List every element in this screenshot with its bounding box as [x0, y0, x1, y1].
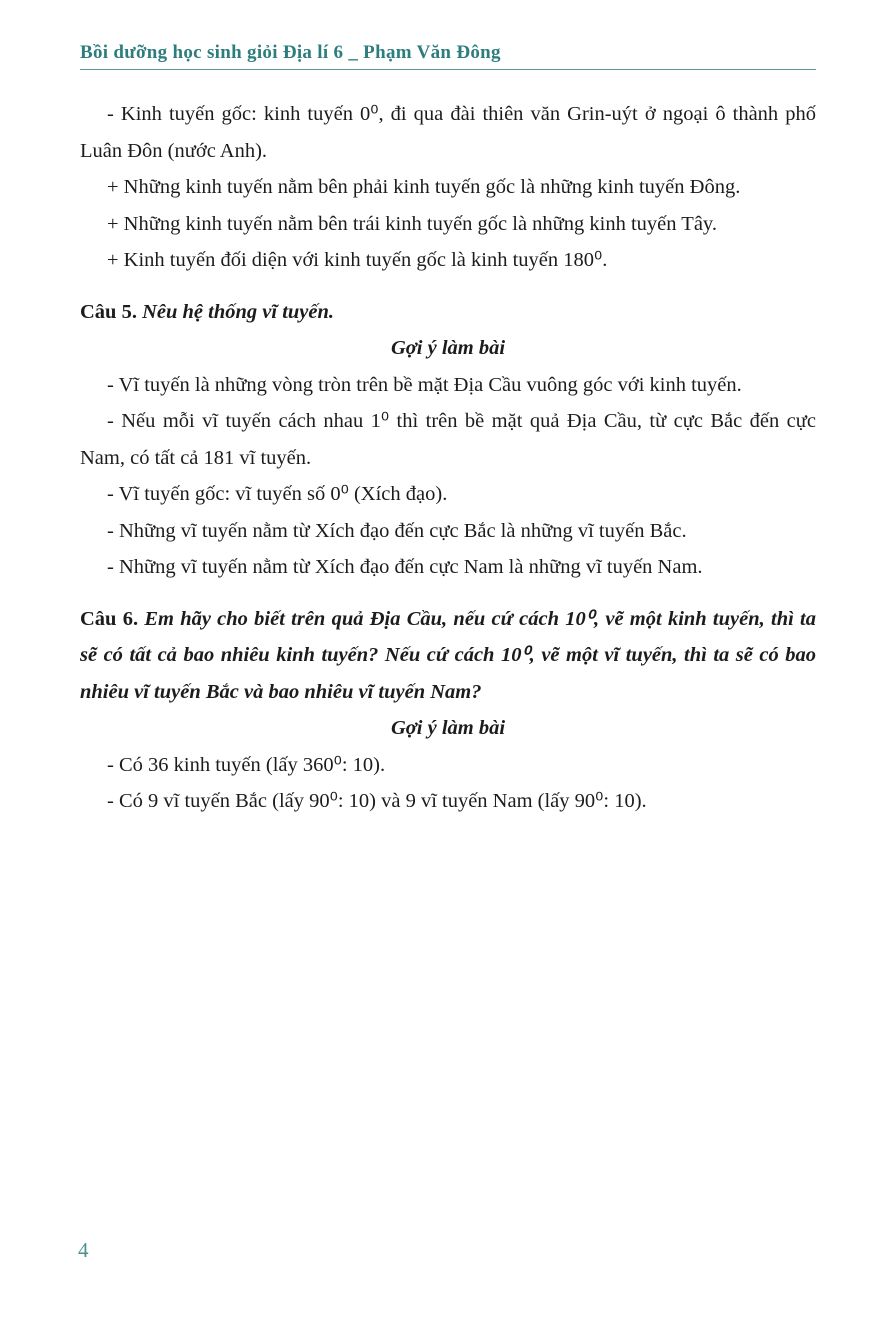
paragraph-east-meridians: + Những kinh tuyến nằm bên phải kinh tuyến gốc là những kinh tuyến Đông. [107, 176, 741, 198]
answer-line: - Những vĩ tuyến nằm từ Xích đạo đến cực Nam là những vĩ tuyến Nam. [107, 556, 703, 578]
answer-line: - Có 9 vĩ tuyến Bắc (lấy 90⁰: 10) và 9 vĩ tuyến Nam (lấy 90⁰: 10). [107, 790, 647, 812]
paragraph-west-meridians: + Những kinh tuyến nằm bên trái kinh tuyến gốc là những kinh tuyến Tây. [107, 212, 717, 235]
question-5-label: Câu 5. [80, 300, 137, 323]
page-number: 4 [78, 1238, 89, 1262]
question-6-label: Câu 6. [80, 607, 139, 630]
paragraph-180-meridian: + Kinh tuyến đối diện với kinh tuyến gốc là kinh tuyến 180⁰. [107, 249, 608, 271]
question-5-hint-heading: Gợi ý làm bài [390, 337, 506, 359]
page-header [0, 0, 896, 70]
answer-line: - Vĩ tuyến gốc: vĩ tuyến số 0⁰ (Xích đạo). [107, 483, 448, 505]
question-5-heading [80, 294, 816, 331]
question-6-heading [80, 601, 816, 711]
header-title: Bồi dưỡng học sinh giỏi Địa lí 6 _ Phạm Văn Đông [80, 42, 501, 63]
answer-line: - Nếu mỗi vĩ tuyến cách nhau 1⁰ thì trên bề mặt quả Địa Cầu, từ cực Bắc đến cực Nam, có tất cả 181 vĩ tuyến. [80, 410, 816, 469]
question-5-title: Nêu hệ thống vĩ tuyến. [142, 300, 335, 323]
question-6-hint-heading: Gợi ý làm bài [390, 717, 506, 739]
answer-line: - Vĩ tuyến là những vòng tròn trên bề mặt Địa Cầu vuông góc với kinh tuyến. [107, 373, 742, 396]
document-body [0, 70, 896, 820]
question-6-title: Em hãy cho biết trên quả Địa Cầu, nếu cứ cách 10⁰, vẽ một kinh tuyến, thì ta sẽ có tất cả bao nhiêu kinh tuyến? Nếu cứ cách 10⁰, vẽ một vĩ tuyến, thì ta sẽ có bao nhiêu vĩ tuyến Bắc và bao nhiêu vĩ tuyến Nam? [80, 607, 816, 703]
answer-line: - Có 36 kinh tuyến (lấy 360⁰: 10). [107, 753, 386, 776]
answer-line: - Những vĩ tuyến nằm từ Xích đạo đến cực Bắc là những vĩ tuyến Bắc. [107, 519, 687, 542]
paragraph-prime-meridian: - Kinh tuyến gốc: kinh tuyến 0⁰, đi qua đài thiên văn Grin-uýt ở ngoại ô thành phố Luân Đôn (nước Anh). [80, 103, 816, 162]
